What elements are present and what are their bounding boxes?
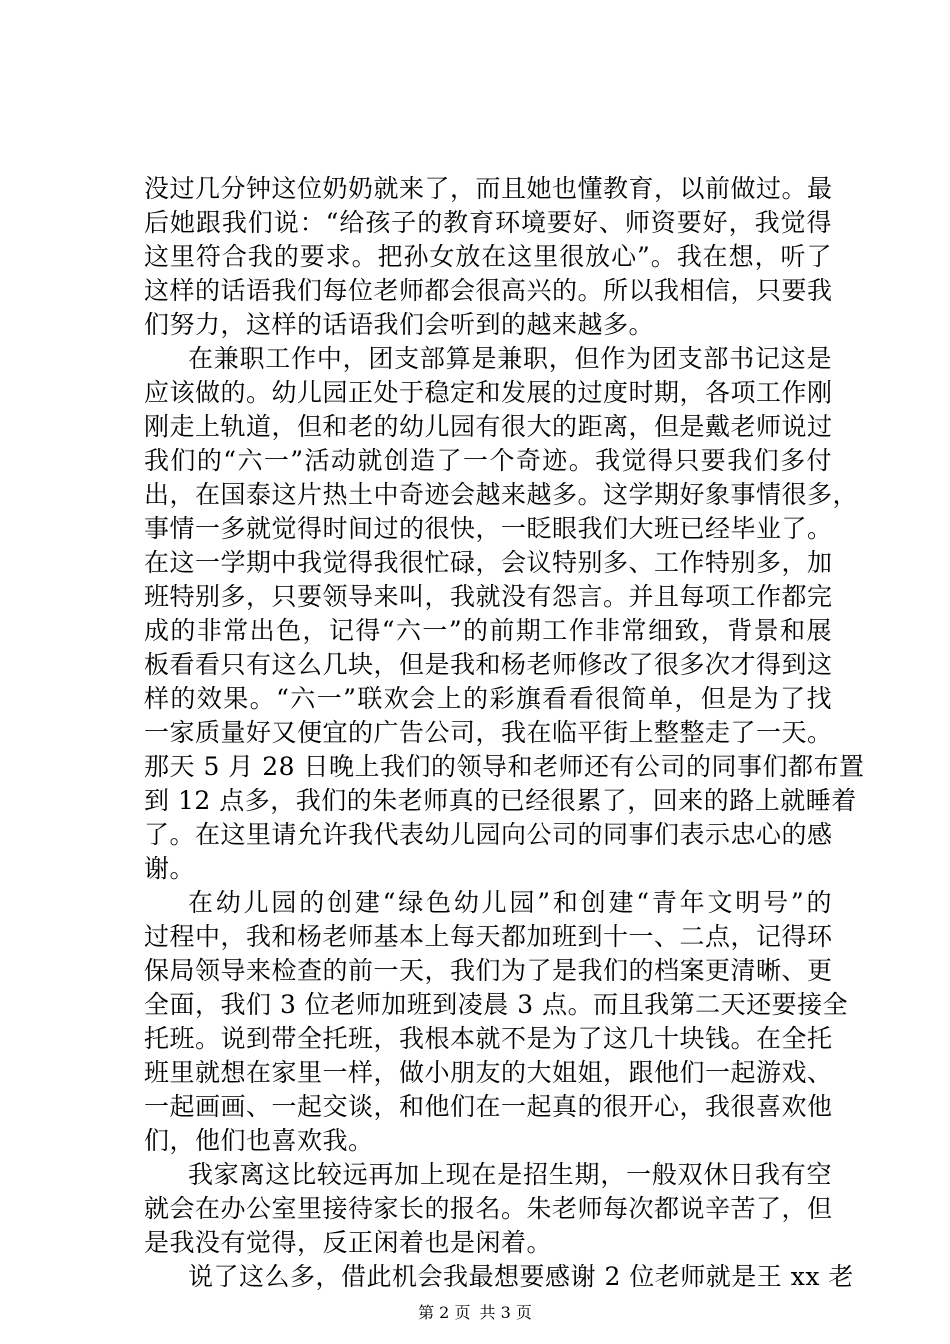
text-line: 全面，我们 3 位老师加班到凌晨 3 点。而且我第二天还要接全 [144,990,849,1019]
text-line: 过程中，我和杨老师基本上每天都加班到十一、二点，记得环 [144,922,833,951]
text-line: 这样的话语我们每位老师都会很高兴的。所以我相信，只要我 [144,276,833,305]
text-line: 刚走上轨道，但和老的幼儿园有很大的距离，但是戴老师说过 [144,412,833,441]
text-line: 事情一多就觉得时间过的很快，一眨眼我们大班已经毕业了。 [144,514,833,543]
text-line: 在兼职工作中，团支部算是兼职，但作为团支部书记这是 [188,344,832,373]
paragraph [144,342,865,886]
text-line: 样的效果。“六一”联欢会上的彩旗看看很简单，但是为了找 [144,684,832,713]
text-line: 板看看只有这么几块，但是我和杨老师修改了很多次才得到这 [144,650,833,679]
text-line: 就会在办公室里接待家长的报名。朱老师每次都说辛苦了，但 [144,1194,833,1223]
text-line: 保局领导来检查的前一天，我们为了是我们的档案更清晰、更 [144,956,833,985]
text-line: 出，在国泰这片热土中奇迹会越来越多。这学期好象事情很多， [144,480,859,509]
text-line: 班特别多，只要领导来叫，我就没有怨言。并且每项工作都完 [144,582,833,611]
paragraph [144,1260,854,1294]
text-line: 那天 5 月 28 日晚上我们的领导和老师还有公司的同事们都布置 [144,752,865,781]
text-line: 成的非常出色，记得“六一”的前期工作非常细致，背景和展 [144,616,832,645]
text-line: 没过几分钟这位奶奶就来了，而且她也懂教育，以前做过。最 [144,174,833,203]
text-line: 托班。说到带全托班，我根本就不是为了这几十块钱。在全托 [144,1024,833,1053]
text-line: 谢。 [144,854,196,883]
document-body [144,172,865,1294]
paragraph [144,172,832,342]
text-line: 后她跟我们说：“给孩子的教育环境要好、师资要好，我觉得 [144,208,832,237]
text-line: 一起画画、一起交谈，和他们在一起真的很开心，我很喜欢他 [144,1092,833,1121]
text-line: 是我没有觉得，反正闲着也是闲着。 [144,1228,553,1257]
page-total: 共 3 页 [479,1303,532,1322]
text-line: 在这一学期中我觉得我很忙碌，会议特别多、工作特别多，加 [144,548,833,577]
text-line: 一家质量好又便宜的广告公司，我在临平街上整整走了一天。 [144,718,833,747]
page-number: 第 2 页 [418,1303,471,1322]
text-line: 班里就想在家里一样，做小朋友的大姐姐，跟他们一起游戏、 [144,1058,833,1087]
paragraph [144,886,849,1158]
text-line: 了。在这里请允许我代表幼儿园向公司的同事们表示忠心的感 [144,820,833,849]
text-line: 这里符合我的要求。把孙女放在这里很放心”。我在想，听了 [144,242,832,271]
text-line: 在幼儿园的创建“绿色幼儿园”和创建“青年文明号”的 [188,888,832,917]
text-line: 们努力，这样的话语我们会听到的越来越多。 [144,310,655,339]
page-footer [0,1303,950,1323]
text-line: 应该做的。幼儿园正处于稳定和发展的过度时期，各项工作刚 [144,378,833,407]
paragraph [144,1158,832,1260]
text-line: 我家离这比较远再加上现在是招生期，一般双休日我有空 [188,1160,832,1189]
text-line: 们，他们也喜欢我。 [144,1126,374,1155]
text-line: 我们的“六一”活动就创造了一个奇迹。我觉得只要我们多付 [144,446,832,475]
text-line: 说了这么多，借此机会我最想要感谢 2 位老师就是王 xx 老 [188,1262,854,1291]
text-line: 到 12 点多，我们的朱老师真的已经很累了，回来的路上就睡着 [144,786,857,815]
